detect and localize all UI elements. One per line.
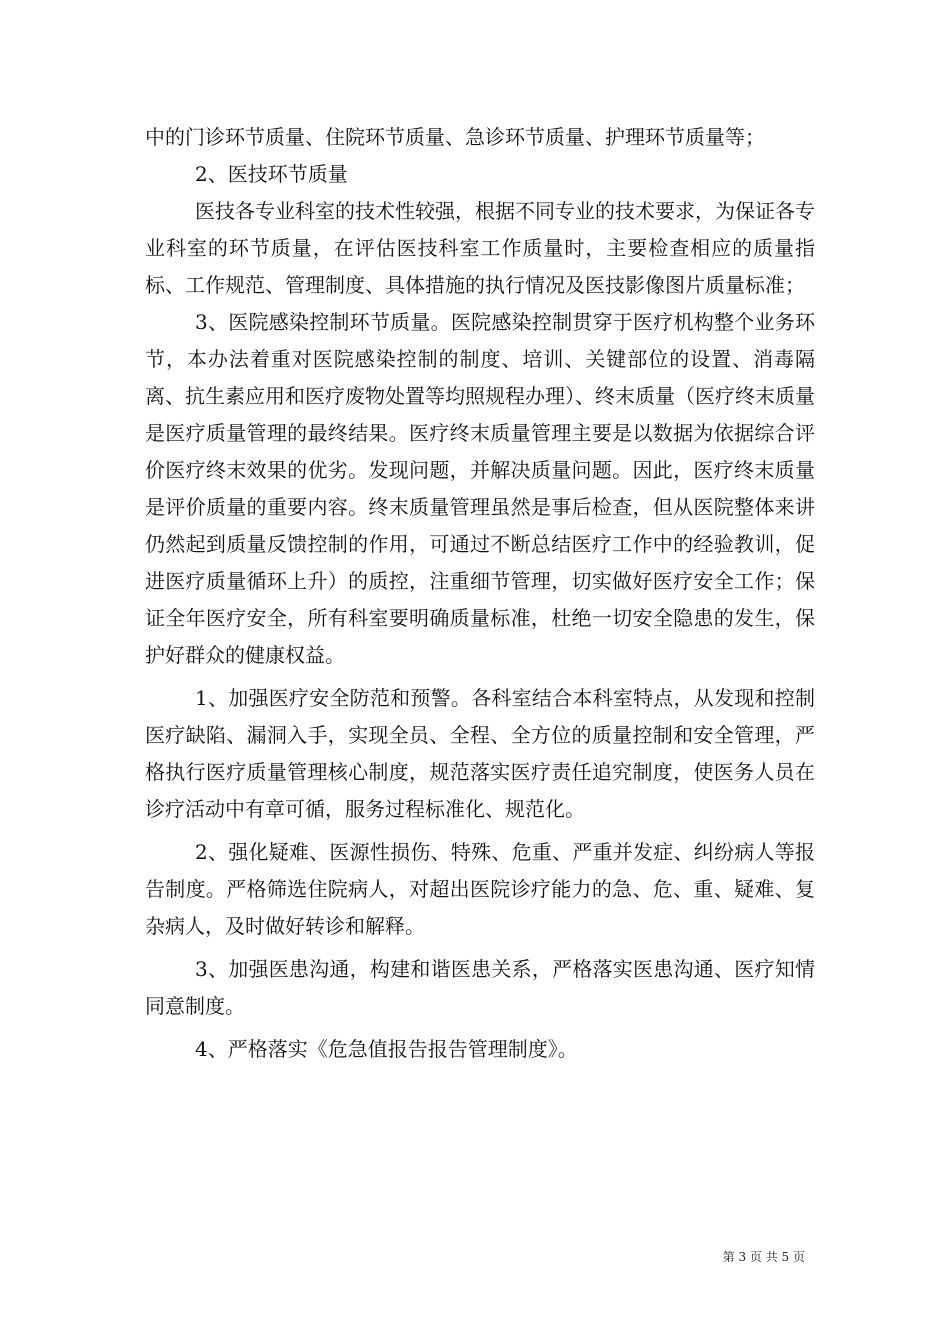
section-heading-medtech: 2、医技环节质量 [195, 162, 348, 186]
paragraph-communication: 3、加强医患沟通，构建和谐医患关系，严格落实医患沟通、医疗知情同意制度。 [145, 957, 815, 1018]
paragraph-medtech: 医技各专业科室的技术性较强，根据不同专业的技术要求，为保证各专业科室的环节质量，在评估医技科室工作质量时，主要检查相应的质量指标、工作规范、管理制度、具体措施的执行情况及医技影像图片质量标准； [145, 199, 815, 297]
paragraph-safety-warning: 1、加强医疗安全防范和预警。各科室结合本科室特点，从发现和控制医疗缺陷、漏洞入手，实现全员、全程、全方位的质量控制和安全管理，严格执行医疗质量管理核心制度，规范落实医疗责任追究制度，使医务人员在诊疗活动中有章可循，服务过程标准化、规范化。 [145, 686, 815, 821]
paragraph-infection-control: 3、医院感染控制环节质量。医院感染控制贯穿于医疗机构整个业务环节，本办法着重对医院感染控制的制度、培训、关键部位的设置、消毒隔离、抗生素应用和医疗废物处置等均照规程办理）、终末质量（医疗终末质量是医疗质量管理的最终结果。医疗终末质量管理主要是以数据为依据综合评价医疗终末效果的优劣。发现问题，并解决质量问题。因此，医疗终末质量是评价质量的重要内容。终末质量管理虽然是事后检查，但从医院整体来讲仍然起到质量反馈控制的作用，可通过不断总结医疗工作中的经验教训，促进医疗质量循环上升）的质控，注重细节管理，切实做好医疗安全工作；保证全年医疗安全，所有科室要明确质量标准，杜绝一切安全隐患的发生，保护好群众的健康权益。 [145, 310, 815, 667]
paragraph-critical-value: 4、严格落实《危急值报告报告管理制度》。 [195, 1037, 578, 1061]
paragraph-continuation: 中的门诊环节质量、住院环节质量、急诊环节质量、护理环节质量等； [145, 125, 765, 149]
page-number: 第 3 页 共 5 页 [722, 1250, 805, 1264]
paragraph-reporting: 2、强化疑难、医源性损伤、特殊、危重、严重并发症、纠纷病人等报告制度。严格筛选住院病人，对超出医院诊疗能力的急、危、重、疑难、复杂病人，及时做好转诊和解释。 [145, 840, 815, 938]
document-body [145, 119, 815, 1068]
